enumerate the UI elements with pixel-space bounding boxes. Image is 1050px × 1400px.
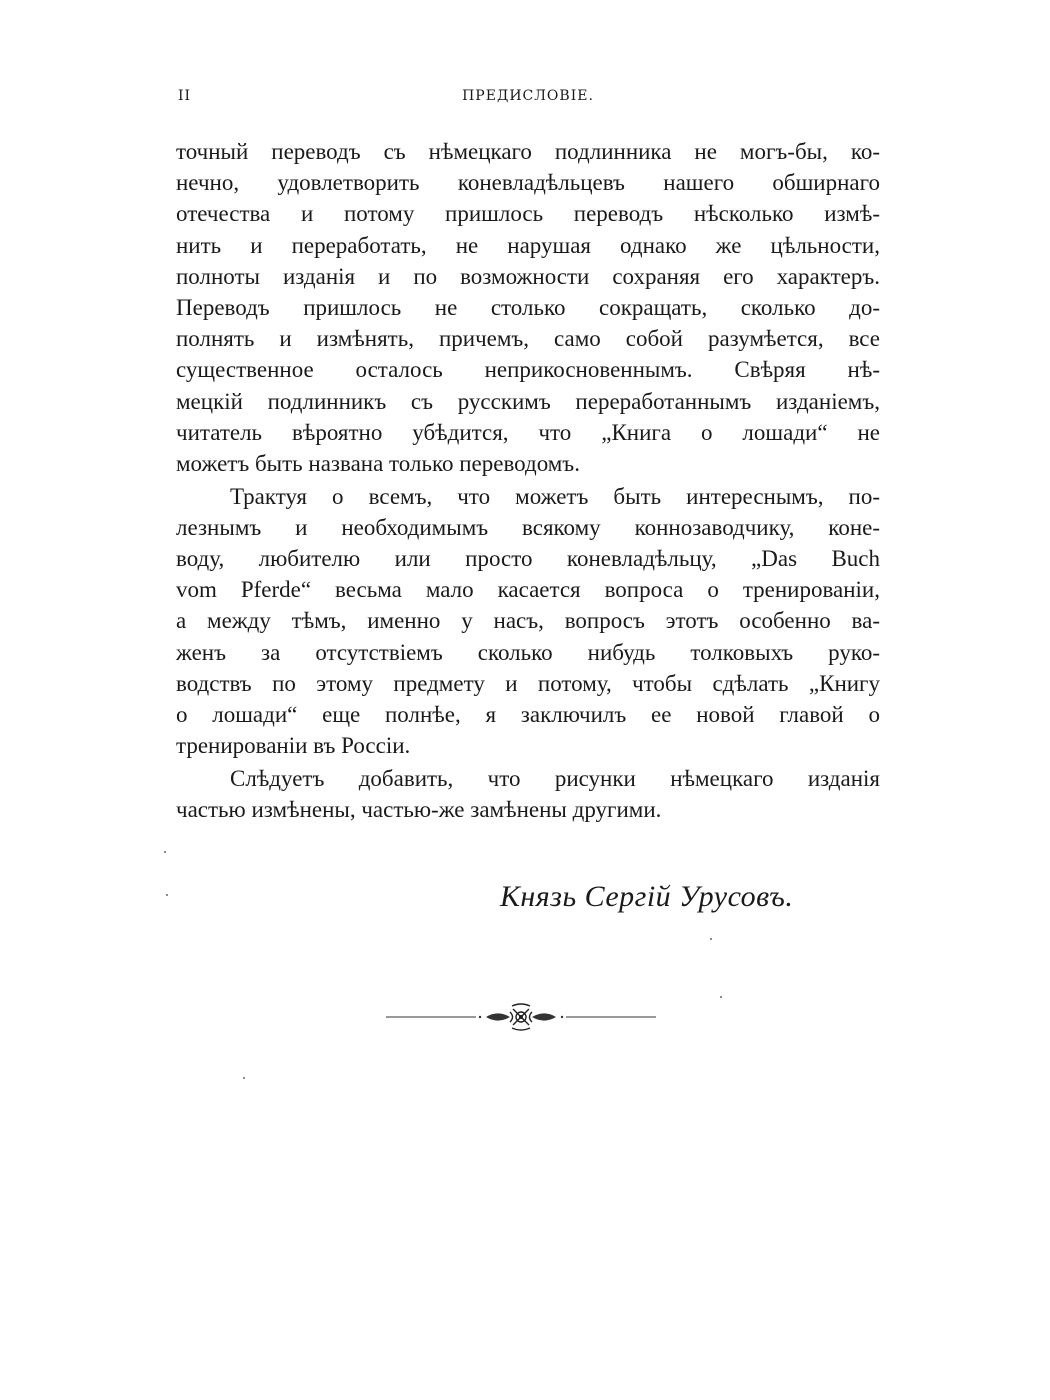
text-line: водствъ по этому предмету и потому, чтобы сдѣлать „Книгу [176,670,880,696]
paragraph [176,763,880,825]
text-line: частью измѣнены, частью-же замѣнены другими. [176,796,662,822]
text-line: существенное осталось неприкосновеннымъ. Свѣряя нѣ- [176,357,880,383]
text-line: точный переводъ съ нѣмецкаго подлинника не могъ-бы, ко- [176,139,880,164]
text-line: Слѣдуетъ добавить, что рисунки нѣмецкаго изданія [230,765,880,791]
text-line: лезнымъ и необходимымъ всякому коннозаводчику, коне- [176,514,880,540]
text-line: Переводъ пришлось не столько сокращать, сколько до- [176,294,880,320]
text-line: нечно, удовлетворить коневладѣльцевъ нашего обширнаго [176,170,880,196]
text-line: vom Pferde“ весьма мало касается вопроса о тренированіи, [176,577,880,603]
text-line: полноты изданія и по возможности сохраняя его характеръ. [176,263,880,289]
text-line: а между тѣмъ, именно у насъ, вопросъ этотъ особенно ва- [176,608,880,634]
text-line: нить и переработать, не нарушая однако же цѣльности, [176,232,880,258]
text-line: Трактуя о всемъ, что можетъ быть интереснымъ, по- [230,483,880,509]
body-text [176,136,880,827]
text-line: читатель вѣроятно убѣдится, что „Книга о лошади“ не [176,419,880,445]
print-speck [166,894,168,896]
text-line: тренированіи въ Россіи. [176,733,411,759]
text-line: можетъ быть названа только переводомъ. [176,450,580,476]
print-speck [710,938,712,940]
text-line: женъ за отсутствіемъ сколько нибудь толковыхъ руко- [176,639,880,665]
section-title: ПРЕДИСЛОВІЕ. [462,88,594,104]
text-line: полнять и измѣнять, причемъ, само собой разумѣется, все [176,326,880,352]
end-ornament-icon [384,1000,658,1034]
print-speck [720,996,722,998]
text-line: воду, любителю или просто коневладѣльцу, „Das Buch [176,545,880,571]
print-speck [164,851,166,853]
print-speck [243,1077,245,1079]
text-line: мецкій подлинникъ съ русскимъ переработаннымъ изданіемъ, [176,388,880,414]
text-line: о лошади“ еще полнѣе, я заключилъ ее новой главой о [176,701,880,727]
running-head [178,88,878,110]
page-number: II [178,88,192,104]
paragraph [176,481,880,762]
text-line: отечества и потому пришлось переводъ нѣсколько измѣ- [176,201,880,227]
author-signature: Князь Сергій Урусовъ. [500,880,794,913]
paragraph [176,136,880,479]
